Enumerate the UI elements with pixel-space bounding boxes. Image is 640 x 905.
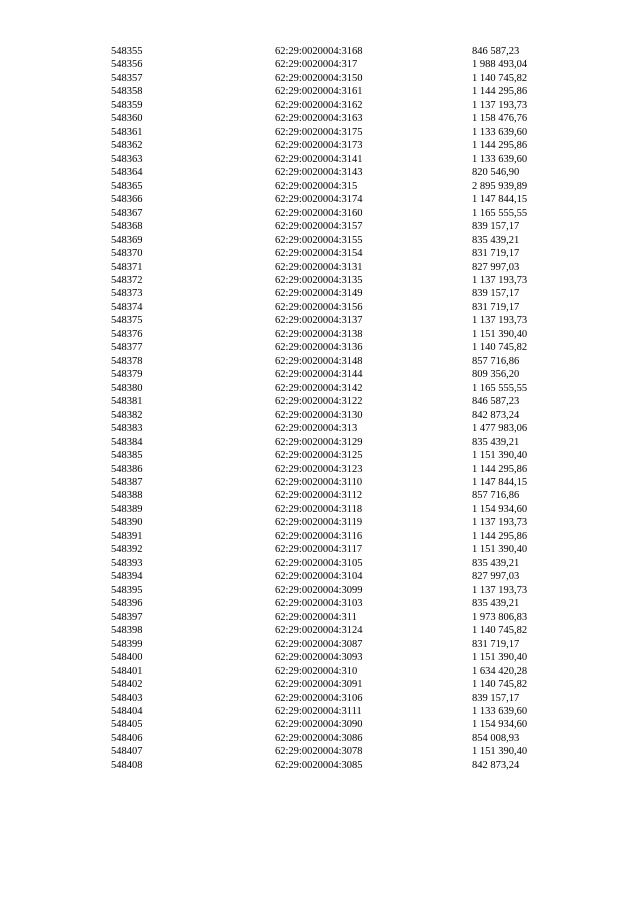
cadastral-value: 839 157,17 (472, 221, 520, 233)
cadastral-number: 62:29:0020004:3160 (275, 207, 363, 219)
table-row (111, 220, 551, 233)
row-number: 548384 (111, 436, 143, 448)
table-row (111, 112, 551, 125)
table-row (111, 99, 551, 112)
cadastral-number: 62:29:0020004:3162 (275, 99, 363, 111)
data-table (111, 45, 551, 772)
cadastral-value: 1 140 745,82 (472, 342, 528, 354)
table-row (111, 745, 551, 758)
cadastral-value: 820 546,90 (472, 167, 520, 179)
row-number: 548396 (111, 598, 143, 610)
row-number: 548383 (111, 423, 143, 435)
row-number: 548392 (111, 544, 143, 556)
row-number: 548401 (111, 665, 143, 677)
cadastral-number: 62:29:0020004:3123 (275, 463, 363, 475)
cadastral-number: 62:29:0020004:3143 (275, 167, 363, 179)
cadastral-number: 62:29:0020004:3156 (275, 301, 363, 313)
row-number: 548389 (111, 503, 143, 515)
table-row (111, 274, 551, 287)
cadastral-number: 62:29:0020004:3105 (275, 557, 363, 569)
cadastral-value: 846 587,23 (472, 396, 520, 408)
table-row (111, 72, 551, 85)
table-row (111, 368, 551, 381)
row-number: 548393 (111, 557, 143, 569)
cadastral-number: 62:29:0020004:3141 (275, 153, 363, 165)
cadastral-number: 62:29:0020004:310 (275, 665, 358, 677)
table-row (111, 543, 551, 556)
table-row (111, 624, 551, 637)
cadastral-number: 62:29:0020004:3130 (275, 409, 363, 421)
row-number: 548358 (111, 86, 143, 98)
table-row (111, 530, 551, 543)
cadastral-value: 857 716,86 (472, 490, 520, 502)
cadastral-number: 62:29:0020004:3137 (275, 315, 363, 327)
cadastral-value: 1 144 295,86 (472, 140, 528, 152)
cadastral-value: 842 873,24 (472, 759, 520, 771)
row-number: 548362 (111, 140, 143, 152)
row-number: 548400 (111, 652, 143, 664)
cadastral-value: 1 133 639,60 (472, 153, 528, 165)
table-row (111, 153, 551, 166)
cadastral-number: 62:29:0020004:3116 (275, 530, 363, 542)
row-number: 548366 (111, 194, 143, 206)
cadastral-number: 62:29:0020004:311 (275, 611, 357, 623)
cadastral-value: 1 140 745,82 (472, 72, 528, 84)
row-number: 548369 (111, 234, 143, 246)
table-row (111, 597, 551, 610)
row-number: 548379 (111, 369, 143, 381)
row-number: 548377 (111, 342, 143, 354)
cadastral-value: 831 719,17 (472, 638, 520, 650)
cadastral-number: 62:29:0020004:3122 (275, 396, 363, 408)
table-row (111, 584, 551, 597)
cadastral-value: 1 151 390,40 (472, 544, 528, 556)
table-row (111, 261, 551, 274)
row-number: 548370 (111, 248, 143, 260)
table-row (111, 570, 551, 583)
row-number: 548399 (111, 638, 143, 650)
cadastral-number: 62:29:0020004:3124 (275, 625, 363, 637)
row-number: 548387 (111, 477, 143, 488)
cadastral-value: 1 140 745,82 (472, 679, 528, 691)
table-row (111, 301, 551, 314)
cadastral-number: 62:29:0020004:3119 (275, 517, 363, 529)
cadastral-value: 839 157,17 (472, 288, 520, 300)
cadastral-value: 831 719,17 (472, 248, 520, 260)
cadastral-number: 62:29:0020004:317 (275, 59, 358, 71)
cadastral-number: 62:29:0020004:3104 (275, 571, 363, 583)
table-row (111, 314, 551, 327)
table-row (111, 759, 551, 772)
cadastral-value: 835 439,21 (472, 557, 520, 569)
table-row (111, 476, 551, 489)
cadastral-value: 1 133 639,60 (472, 705, 528, 717)
row-number: 548374 (111, 301, 143, 313)
cadastral-number: 62:29:0020004:3173 (275, 140, 363, 152)
row-number: 548356 (111, 59, 143, 71)
row-number: 548360 (111, 113, 143, 125)
row-number: 548394 (111, 571, 143, 583)
table-row (111, 705, 551, 718)
cadastral-value: 842 873,24 (472, 409, 520, 421)
row-number: 548402 (111, 679, 143, 691)
table-row (111, 85, 551, 98)
cadastral-value: 1 144 295,86 (472, 530, 528, 542)
cadastral-number: 62:29:0020004:3142 (275, 382, 363, 394)
table-row (111, 409, 551, 422)
table-row (111, 180, 551, 193)
row-number: 548376 (111, 328, 143, 340)
table-row (111, 58, 551, 71)
row-number: 548404 (111, 705, 143, 717)
row-number: 548372 (111, 274, 143, 286)
table-row (111, 341, 551, 354)
row-number: 548391 (111, 530, 143, 542)
table-row (111, 651, 551, 664)
cadastral-number: 62:29:0020004:3106 (275, 692, 363, 704)
row-number: 548390 (111, 517, 143, 529)
cadastral-value: 1 140 745,82 (472, 625, 528, 637)
cadastral-value: 1 973 806,83 (472, 611, 528, 623)
cadastral-number: 62:29:0020004:3163 (275, 113, 363, 125)
cadastral-number: 62:29:0020004:3174 (275, 194, 363, 206)
table-row (111, 247, 551, 260)
table-row (111, 139, 551, 152)
row-number: 548363 (111, 153, 143, 165)
cadastral-value: 827 997,03 (472, 261, 520, 273)
table-row (111, 678, 551, 691)
row-number: 548406 (111, 732, 143, 744)
cadastral-value: 1 147 844,15 (472, 194, 528, 206)
cadastral-number: 62:29:0020004:3118 (275, 503, 363, 515)
cadastral-value: 835 439,21 (472, 598, 520, 610)
row-number: 548407 (111, 746, 143, 758)
table-row (111, 126, 551, 139)
cadastral-number: 62:29:0020004:3117 (275, 544, 363, 556)
table-row (111, 45, 551, 58)
row-number: 548357 (111, 72, 143, 84)
row-number: 548368 (111, 221, 143, 233)
table-row (111, 463, 551, 476)
table-row (111, 516, 551, 529)
cadastral-value: 1 151 390,40 (472, 746, 528, 758)
cadastral-number: 62:29:0020004:3103 (275, 598, 363, 610)
row-number: 548371 (111, 261, 143, 273)
cadastral-number: 62:29:0020004:3087 (275, 638, 363, 650)
table-row (111, 422, 551, 435)
cadastral-value: 827 997,03 (472, 571, 520, 583)
table-row (111, 665, 551, 678)
cadastral-number: 62:29:0020004:3129 (275, 436, 363, 448)
row-number: 548408 (111, 759, 143, 771)
cadastral-number: 62:29:0020004:3110 (275, 477, 363, 488)
cadastral-number: 62:29:0020004:3131 (275, 261, 363, 273)
cadastral-value: 1 137 193,73 (472, 274, 528, 286)
cadastral-number: 62:29:0020004:3090 (275, 719, 363, 731)
cadastral-number: 62:29:0020004:3086 (275, 732, 363, 744)
cadastral-number: 62:29:0020004:3091 (275, 679, 363, 691)
table-row (111, 692, 551, 705)
cadastral-number: 62:29:0020004:3135 (275, 274, 363, 286)
cadastral-value: 1 477 983,06 (472, 423, 528, 435)
table-row (111, 234, 551, 247)
row-number: 548397 (111, 611, 143, 623)
cadastral-number: 62:29:0020004:3138 (275, 328, 363, 340)
cadastral-value: 1 144 295,86 (472, 463, 528, 475)
table-row (111, 557, 551, 570)
cadastral-value: 1 137 193,73 (472, 584, 528, 596)
cadastral-number: 62:29:0020004:3148 (275, 355, 363, 367)
row-number: 548364 (111, 167, 143, 179)
row-number: 548365 (111, 180, 143, 192)
row-number: 548373 (111, 288, 143, 300)
cadastral-number: 62:29:0020004:3125 (275, 450, 363, 462)
table-row (111, 207, 551, 220)
cadastral-number: 62:29:0020004:3099 (275, 584, 363, 596)
cadastral-number: 62:29:0020004:3136 (275, 342, 363, 354)
row-number: 548375 (111, 315, 143, 327)
cadastral-value: 1 137 193,73 (472, 99, 528, 111)
cadastral-value: 1 634 420,28 (472, 665, 528, 677)
cadastral-value: 1 165 555,55 (472, 207, 528, 219)
table-row (111, 489, 551, 502)
cadastral-number: 62:29:0020004:3154 (275, 248, 363, 260)
cadastral-number: 62:29:0020004:3155 (275, 234, 363, 246)
table-row (111, 193, 551, 206)
cadastral-value: 835 439,21 (472, 436, 520, 448)
row-number: 548359 (111, 99, 143, 111)
cadastral-number: 62:29:0020004:3150 (275, 72, 363, 84)
cadastral-number: 62:29:0020004:3085 (275, 759, 363, 771)
cadastral-value: 1 988 493,04 (472, 59, 528, 71)
table-row (111, 395, 551, 408)
table-row (111, 382, 551, 395)
cadastral-number: 62:29:0020004:3175 (275, 126, 363, 138)
table-row (111, 732, 551, 745)
cadastral-value: 835 439,21 (472, 234, 520, 246)
table-row (111, 166, 551, 179)
cadastral-value: 831 719,17 (472, 301, 520, 313)
cadastral-number: 62:29:0020004:3093 (275, 652, 363, 664)
table-row (111, 328, 551, 341)
row-number: 548395 (111, 584, 143, 596)
row-number: 548388 (111, 490, 143, 502)
cadastral-value: 1 133 639,60 (472, 126, 528, 138)
cadastral-value: 839 157,17 (472, 692, 520, 704)
cadastral-number: 62:29:0020004:313 (275, 423, 358, 435)
cadastral-value: 1 151 390,40 (472, 328, 528, 340)
cadastral-value: 1 137 193,73 (472, 517, 528, 529)
cadastral-number: 62:29:0020004:3168 (275, 46, 363, 57)
cadastral-number: 62:29:0020004:3078 (275, 746, 363, 758)
row-number: 548405 (111, 719, 143, 731)
cadastral-value: 1 154 934,60 (472, 503, 528, 515)
table-row (111, 449, 551, 462)
cadastral-value: 1 144 295,86 (472, 86, 528, 98)
row-number: 548398 (111, 625, 143, 637)
cadastral-value: 809 356,20 (472, 369, 520, 381)
row-number: 548403 (111, 692, 143, 704)
cadastral-value: 846 587,23 (472, 46, 520, 57)
cadastral-value: 854 008,93 (472, 732, 520, 744)
cadastral-value: 1 158 476,76 (472, 113, 528, 125)
cadastral-value: 2 895 939,89 (472, 180, 528, 192)
cadastral-value: 857 716,86 (472, 355, 520, 367)
cadastral-value: 1 137 193,73 (472, 315, 528, 327)
row-number: 548386 (111, 463, 143, 475)
cadastral-value: 1 165 555,55 (472, 382, 528, 394)
cadastral-value: 1 154 934,60 (472, 719, 528, 731)
row-number: 548355 (111, 46, 143, 57)
cadastral-value: 1 147 844,15 (472, 477, 528, 488)
table-row (111, 436, 551, 449)
cadastral-number: 62:29:0020004:3157 (275, 221, 363, 233)
row-number: 548385 (111, 450, 143, 462)
cadastral-value: 1 151 390,40 (472, 652, 528, 664)
cadastral-number: 62:29:0020004:3161 (275, 86, 363, 98)
cadastral-number: 62:29:0020004:3144 (275, 369, 363, 381)
table-row (111, 611, 551, 624)
table-row (111, 503, 551, 516)
cadastral-number: 62:29:0020004:3111 (275, 705, 362, 717)
row-number: 548361 (111, 126, 143, 138)
table-row (111, 638, 551, 651)
table-row (111, 287, 551, 300)
table-row (111, 355, 551, 368)
row-number: 548380 (111, 382, 143, 394)
row-number: 548382 (111, 409, 143, 421)
table-row (111, 718, 551, 731)
cadastral-number: 62:29:0020004:315 (275, 180, 358, 192)
cadastral-value: 1 151 390,40 (472, 450, 528, 462)
cadastral-number: 62:29:0020004:3149 (275, 288, 363, 300)
row-number: 548367 (111, 207, 143, 219)
row-number: 548378 (111, 355, 143, 367)
cadastral-number: 62:29:0020004:3112 (275, 490, 363, 502)
row-number: 548381 (111, 396, 143, 408)
